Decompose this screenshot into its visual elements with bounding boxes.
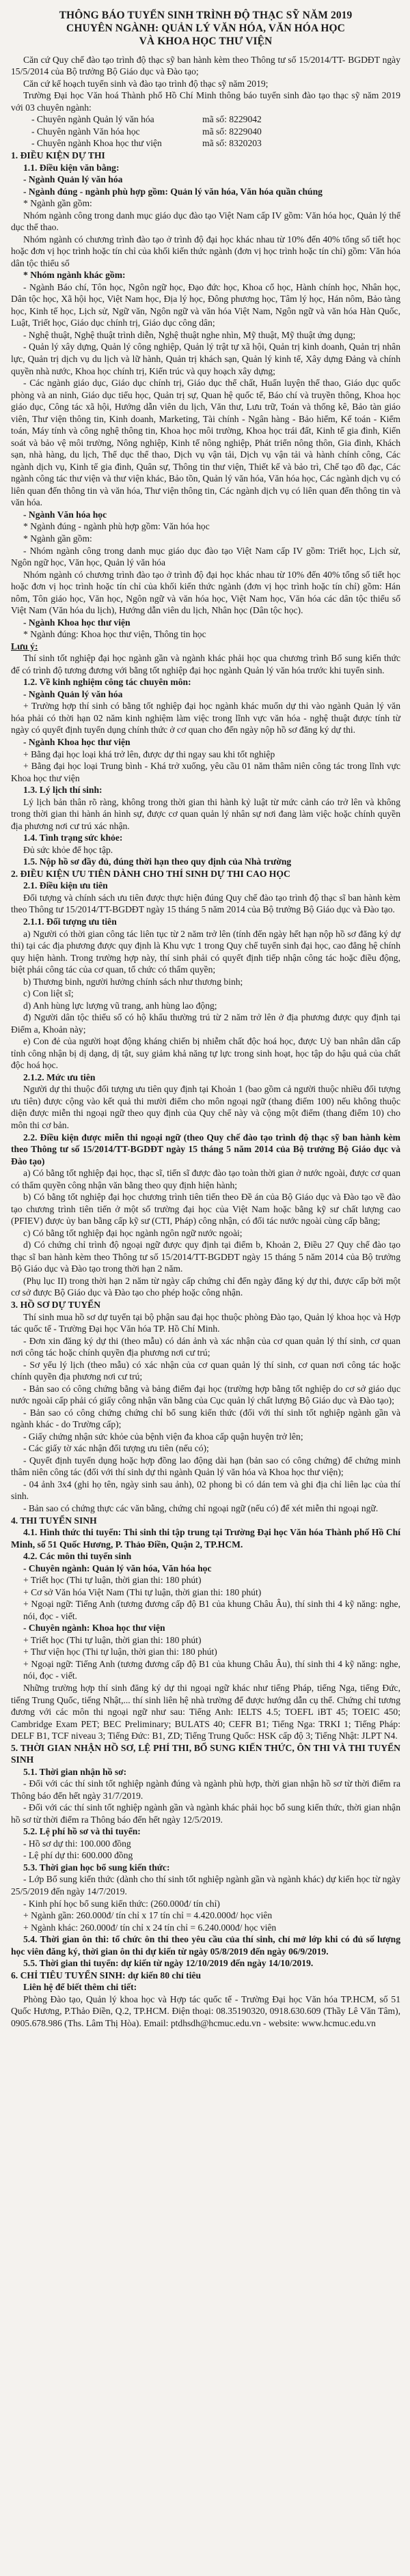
subsection-heading: - Ngành Khoa học thư viện: [23, 737, 131, 747]
paragraph: - Quản lý xây dựng, Quản lý công nghiệp, Quản lý trật tự xã hội, Quản trị kinh doanh, Quản trị nhân lực, Quản trị dịch vụ du lịch và lữ hành, Quản trị khách sạn, Quản lý kinh tế, Xây dựng Đảng và chính quyền nhà nước, Khoa học chính trị, Kiến trúc và quy hoạch xây dựng;: [11, 341, 400, 376]
paragraph: - Ngành Báo chí, Tôn học, Ngôn ngữ học, Đạo đức học, Khoa cổ học, Hành chính học, Nhân học, Dân tộc học, Xã hội học, Việt Nam học, Địa lý học, Đông phương học, Tâm lý học, Hán nôm, Bảo tàng học, Kinh tế học, Lịch sử, Ngữ văn, Ngôn ngữ và văn hóa Việt Nam, Ngôn ngữ và văn hóa Hàn Quốc, Luật, Triết học, Giáo dục chính trị, Giáo dục công dân;: [11, 281, 400, 328]
list-item: + Thư viện học (Thi tự luận, thời gian thi: 180 phút): [23, 1647, 217, 1657]
subsection-heading: - Ngành Quản lý văn hóa: [23, 688, 123, 699]
subsection-heading: - Ngành Khoa học thư viện: [23, 617, 131, 628]
list-item: + Ngoại ngữ: Tiếng Anh (tương đương cấp độ B1 của khung Châu Âu), thí sinh thi 4 kỹ năng: nghe, nói, đọc - viết.: [23, 1658, 400, 1681]
subsection-heading: 2.1. Điều kiện ưu tiên: [23, 880, 108, 891]
major-code: mã số: 8229040: [202, 126, 262, 137]
paragraph: e) Con đẻ của người hoạt động kháng chiến bị nhiễm chất độc hoá học, được Uỷ ban nhân dân cấp tỉnh công nhận bị dị dạng, dị tật, suy giảm khả năng tự lực trong sinh hoạt, học tập do hậu quả của chất độc hoá học.: [11, 1036, 400, 1071]
paragraph: * Ngành đúng - ngành phù hợp gồm: Văn hóa học: [23, 521, 210, 532]
subsection-heading: 5.1. Thời gian nhận hồ sơ:: [23, 1766, 127, 1777]
paragraph: Phòng Đào tạo, Quản lý khoa học và Hợp tác quốc tế - Trường Đại học Văn hóa TP.HCM, số 51 Quốc Hương, P.Thảo Điền, Q.2, TP.HCM. Điện thoại: 08.35190320, 0918.630.609 (Thầy Lê Văn Tâm), 0905.678.986 (Ths. Lâm Thị Hòa). Email: ptdhsdh@hcmuc.edu.vn - website: www.hcmuc.edu.vn: [11, 1993, 400, 2028]
paragraph: (Phụ lục II) trong thời hạn 2 năm từ ngày cấp chứng chỉ đến ngày đăng ký dự thi, được cấp bởi một cơ sở được Bộ Giáo dục và Đào tạo cho phép hoặc công nhận.: [11, 1275, 400, 1298]
paragraph: + Ngành khác: 260.000đ/ tín chỉ x 24 tín chỉ = 6.240.000đ/ học viên: [23, 1922, 277, 1933]
major-row: [11, 126, 400, 138]
paragraph: Đối tượng và chính sách ưu tiên được thực hiện đúng Quy chế đào tạo trình độ thạc sĩ ban hành kèm theo Thông tư 15/2014/TT-BGDĐT ngày 15 tháng 5 năm 2014 của Bộ trưởng Bộ Giáo dục và Đào tạo.: [11, 892, 400, 915]
subsection-heading: 5.3. Thời gian học bổ sung kiến thức:: [23, 1862, 170, 1873]
subsection-heading: - Ngành Văn hóa học: [23, 509, 107, 520]
paragraph: - Nghệ thuật, Nghệ thuật trình diễn, Nghệ thuật nghe nhìn, Mỹ thuật, Mỹ thuật ứng dụng;: [23, 329, 356, 340]
paragraph: Căn cứ kế hoạch tuyển sinh và đào tạo trình độ thạc sỹ năm 2019;: [23, 78, 269, 89]
subsection-heading: - Ngành đúng - ngành phù hợp gồm: Quản lý văn hóa, Văn hóa quần chúng: [23, 186, 323, 197]
major-code: mã số: 8320203: [202, 138, 262, 149]
subsection-heading: 5.2. Lệ phí hồ sơ và thi tuyển:: [23, 1826, 141, 1837]
paragraph: + Bằng đại học loại Trung bình - Khá trở xuống, yêu cầu 01 năm thâm niên công tác trong lĩnh vực Khoa học thư viện: [11, 761, 400, 783]
paragraph: - Bản sao có công chứng chứng chỉ bổ sung kiến thức (đối với thí sinh tốt nghiệp ngành gần và ngành khác - do Trường cấp);: [11, 1407, 400, 1430]
note-label: Lưu ý:: [11, 641, 38, 652]
paragraph: - Lệ phí dự thi: 600.000 đồng: [23, 1850, 133, 1861]
subsection-heading: - Ngành Quản lý văn hóa: [23, 174, 123, 185]
paragraph: - 04 ảnh 3x4 (ghi họ tên, ngày sinh sau ảnh), 02 phong bì có dán tem và ghi địa chỉ liên lạc của thí sinh.: [11, 1479, 400, 1502]
section-heading: 1. ĐIỀU KIỆN DỰ THI: [11, 150, 105, 160]
paragraph: - Giấy chứng nhận sức khỏe của bệnh viện đa khoa cấp quận huyện trở lên;: [23, 1431, 303, 1442]
paragraph: Lý lịch bản thân rõ ràng, không trong thời gian thi hành kỷ luật từ mức cảnh cáo trở lên và không trong thời gian thi hành án hình sự, được cơ quan quản lý nhân sự nơi đang làm việc hoặc chính quyền địa phương nơi cư trú xác nhận.: [11, 796, 400, 831]
major-name: - Chuyên ngành Văn hóa học: [31, 126, 140, 137]
paragraph: Căn cứ Quy chế đào tạo trình độ thạc sỹ ban hành kèm theo Thông tư số 15/2014/TT- BGDĐT ngày 15/5/2014 của Bộ trưởng Bộ Giáo dục và Đào tạo;: [11, 54, 400, 77]
subsection-heading: 1.1. Điều kiện văn bằng:: [23, 162, 120, 173]
subsection-heading: - Chuyên ngành: Quản lý văn hóa, Văn hóa học: [23, 1563, 212, 1573]
paragraph: - Đơn xin đăng ký dự thi (theo mẫu) có dán ảnh và xác nhận của cơ quan quản lý thí sinh, cơ quan nơi công tác hoặc chính quyền địa phương nơi cư trú;: [11, 1335, 400, 1358]
title-line: THÔNG BÁO TUYỂN SINH TRÌNH ĐỘ THẠC SỸ NĂM 2019: [59, 10, 353, 21]
paragraph: - Sơ yếu lý lịch (theo mẫu) có xác nhận của cơ quan quản lý thí sinh, cơ quan nơi công tác hoặc chính quyền địa phương nơi cư trú;: [11, 1359, 400, 1382]
paragraph: d) Anh hùng lực lượng vũ trang, anh hùng lao động;: [23, 1000, 217, 1011]
subsection-heading: 2.2. Điều kiện được miễn thi ngoại ngữ (theo Quy chế đào tạo trình độ thạc sỹ ban hành kèm theo Thông tư số 15/2014/TT-BGDĐT ngày 15 tháng 5 năm 2014 của Bộ trưởng Bộ Giáo dục và Đào tạo): [11, 1132, 400, 1166]
paragraph: - Nhóm ngành công trong danh mục giáo dục đào tạo Việt Nam cấp IV gồm: Triết học, Lịch sử, Ngôn ngữ học, Văn học, Quản lý văn hóa: [11, 545, 400, 568]
paragraph: a) Người có thời gian công tác liên tục từ 2 năm trở lên (tính đến ngày hết hạn nộp hồ sơ đăng ký dự thi) tại các địa phương được quy định là Khu vực 1 trong Quy chế tuyển sinh đại học, cao đẳng hệ chính quy hiện hành. Trong trường hợp này, thí sinh phải có quyết định tiếp nhận công tác hoặc điều động, biệt phái công tác của cơ quan, tổ chức có thẩm quyền;: [11, 928, 400, 975]
paragraph: - Đối với các thí sinh tốt nghiệp ngành đúng và ngành phù hợp, thời gian nhận hồ sơ từ thời điểm ra Thông báo đến hết ngày 31/7/2019.: [11, 1778, 400, 1801]
subsection-heading: 4.2. Các môn thi tuyển sinh: [23, 1551, 132, 1562]
paragraph: b) Có bằng tốt nghiệp đại học chương trình tiên tiến theo Đề án của Bộ Giáo dục và Đào tạo về đào tạo chương trình tiên tiến ở một số trường đại học của Việt Nam hoặc bằng kỹ sư chất lượng cao (PFIEV) được ủy ban bằng cấp kỹ sư (CTI, Pháp) công nhận, có đối tác nước ngoài cùng cấp bằng;: [11, 1192, 400, 1227]
paragraph: - Đối với các thí sinh tốt nghiệp ngành gần và ngành khác phải học bổ sung kiến thức, thời gian nhận hồ sơ từ thời điểm ra Thông báo đến hết ngày 12/5/2019.: [11, 1802, 400, 1825]
paragraph: Những trường hợp thí sinh đăng ký dự thi ngoại ngữ khác như tiếng Pháp, tiếng Nga, tiếng Đức, tiếng Trung Quốc, tiếng Nhật,... thí sinh liên hệ nhà trường để được hướng dẫn cụ thể. Chứng chỉ tương đương với các môn thi ngoại ngữ như sau: Tiếng Anh: IELTS 4.5; TOEFL iBT 45; TOEIC 450; Cambridge Exam PET; BEC Preliminary; BULATS 40; CEFR B1; Tiếng Nga: TRKI 1; Tiếng Pháp: DELF B1, TCF niveau 3; Tiếng Đức: B1, ZD; Tiếng Trung Quốc: HSK cấp độ 3; Tiếng Nhật: JLPT N4.: [11, 1682, 400, 1741]
paragraph: - Hồ sơ dự thi: 100.000 đồng: [23, 1838, 131, 1849]
paragraph: - Lớp Bổ sung kiến thức (dành cho thí sinh tốt nghiệp ngành gần và ngành khác) dự kiến học từ ngày 25/5/2019 đến ngày 14/7/2019.: [11, 1874, 400, 1896]
list-item: + Triết học (Thi tự luận, thời gian thi: 180 phút): [23, 1575, 202, 1586]
paragraph: - Quyết định tuyển dụng hoặc hợp đồng lao động dài hạn (bản sao có công chứng) để chứng minh thâm niên công tác (đối với thí sinh dự thi ngành Quản lý văn hóa và Khoa học thư viện);: [11, 1455, 400, 1478]
paragraph: c) Con liệt sĩ;: [23, 988, 74, 999]
section-heading: 5. THỜI GIAN NHẬN HỒ SƠ, LỆ PHÍ THI, BỔ SUNG KIẾN THỨC, ÔN THI VÀ THI TUYỂN SINH: [11, 1742, 400, 1765]
paragraph: Thí sinh mua hồ sơ dự tuyển tại bộ phận sau đại học thuộc phòng Đào tạo, Quản lý khoa học và Hợp tác quốc tế - Trường Đại học Văn hóa TP. Hồ Chí Minh.: [11, 1311, 400, 1334]
paragraph: Trường Đại học Văn hoá Thành phố Hồ Chí Minh thông báo tuyển sinh đào tạo thạc sỹ năm 2019 với 03 chuyên ngành:: [11, 90, 400, 113]
major-name: - Chuyên ngành Khoa học thư viện: [31, 138, 162, 149]
paragraph: Nhóm ngành có chương trình đào tạo ở trình độ đại học khác nhau từ 10% đến 40% tổng số tiết học hoặc đơn vị học trình hoặc tín chỉ của khối kiến thức ngành (đơn vị học trình hoặc tín chỉ) gồm: Hán nôm, Tôn giáo học, Văn học, Ngôn ngữ và văn hóa học, Việt Nam học, Văn hóa các dân tộc thiểu số Việt Nam (Văn hóa du lịch), Hướng dẫn viên du lịch, Nhân học (Dân tộc học).: [11, 569, 400, 616]
section-heading: 2. ĐIỀU KIỆN ƯU TIÊN DÀNH CHO THÍ SINH DỰ THI CAO HỌC: [11, 868, 290, 879]
paragraph: * Ngành đúng: Khoa học thư viện, Thông tin học: [23, 629, 206, 640]
major-row: [11, 137, 400, 150]
title-line: CHUYÊN NGÀNH: QUẢN LÝ VĂN HÓA, VĂN HÓA HỌC: [66, 22, 345, 34]
paragraph: + Trường hợp thí sinh có bằng tốt nghiệp đại học ngành khác muốn dự thi vào ngành Quản lý văn hóa phải có thời hạn 02 năm kinh nghiệm làm việc trong lĩnh vực văn hóa - nghệ thuật được tính từ ngày có quyết định tuyển dụng chính thức ở cơ quan cho đến ngày nộp hồ sơ đăng ký dự thi.: [11, 701, 400, 736]
paragraph: * Ngành gần gồm:: [23, 198, 92, 209]
paragraph: + Ngành gần: 260.000đ/ tín chỉ x 17 tín chỉ = 4.420.000đ/ học viên: [23, 1910, 273, 1921]
major-code: mã số: 8229042: [202, 114, 262, 125]
paragraph: đ) Người dân tộc thiểu số có hộ khẩu thường trú từ 2 năm trở lên ở địa phương được quy định tại Điểm a, Khoản này;: [11, 1012, 400, 1035]
subsection-heading: 1.5. Nộp hồ sơ đầy đủ, đúng thời hạn theo quy định của Nhà trường: [23, 856, 292, 867]
paragraph: b) Thương binh, người hưởng chính sách như thương binh;: [23, 976, 243, 987]
subsection-heading: 1.2. Về kinh nghiệm công tác chuyên môn:: [23, 677, 191, 688]
section-heading: 6. CHỈ TIÊU TUYỂN SINH: dự kiến 80 chỉ tiêu: [11, 1970, 202, 1980]
paragraph: - Các ngành giáo dục, Giáo dục chính trị, Giáo dục thể chất, Huấn luyện thể thao, Giáo dục quốc phòng và an ninh, Giáo dục tiểu học, Quản trị sự, Quan hệ quốc tế, Báo chí và truyền thông, Khoa học giáo dục, Công tác xã hội, Hướng dẫn viên du lịch, Văn thư, Lưu trữ, Toán và thống kê, Bảo tàn giáo viên, Thư viện thông tin, Kinh doanh, Marketing, Tài chính - Ngân hàng - Bảo hiểm, Kế toán - Kiểm toán, Máy tính và công nghệ thông tin, Khoa học môi trường, Khoa học trái đất, Kinh tế gia đình, Kiến soát và bảo vệ môi trường, Nông nghiệp, Kinh tế nông nghiệp, Phát triển nông thôn, Gia đình, Khách sạn, nhà hàng, du lịch, Thể dục thể thao, Dịch vụ vận tải, Dịch vụ vận tải và hành chính công, Các ngành dịch vụ, Kinh tế gia đình, Quân sự, Thông tin thư viện, Thiết kế và bảo trì, Chế tạo đồ đạc, Các ngành công tác thư viện và thư viện khác, Bảo tồn, Quản lý văn hóa, Văn hóa học, Các ngành dịch vụ có liên quan đến thông tin và văn hóa, Thư viện thông tin, Các ngành dịch vụ có liên quan đến thông tin và văn hóa.: [11, 378, 400, 508]
paragraph: Nhóm ngành có chương trình đào tạo ở trình độ đại học khác nhau từ 10% đến 40% tổng số tiết học hoặc đơn vị học trình hoặc tín chỉ của khối kiến thức ngành (đơn vị học trình hoặc tín chỉ) gồm: Văn hóa dân tộc thiểu số: [11, 234, 400, 268]
paragraph: - Bản sao có chứng thực các văn bằng, chứng chỉ ngoại ngữ (nếu có) để xét miễn thi ngoại ngữ.: [23, 1503, 379, 1513]
paragraph: c) Có bằng tốt nghiệp đại học ngành ngôn ngữ nước ngoài;: [23, 1227, 243, 1238]
paragraph: Đủ sức khỏe để học tập.: [23, 844, 113, 855]
subsection-heading: - Chuyên ngành: Khoa học thư viện: [23, 1623, 165, 1634]
paragraph: Thí sinh tốt nghiệp đại học ngành gần và ngành khác phải học qua chương trình Bổ sung kiến thức để có trình độ tương đương với bằng tốt nghiệp đại học ngành Quản lý văn hóa trước khi tuyển sinh.: [11, 653, 400, 675]
announcement-title: [11, 10, 400, 48]
paragraph: - Kinh phí học bổ sung kiến thức: (260.000đ/ tín chỉ): [23, 1898, 220, 1909]
subsection-heading: 2.1.2. Mức ưu tiên: [23, 1072, 96, 1082]
paragraph: - Bản sao có công chứng bằng và bảng điểm đại học (trường hợp bằng tốt nghiệp do cơ sở giáo dục nước ngoài cấp phải có giấy công nhận văn bằng của Cục quản lý chất lượng Bộ Giáo dục và Đào tạo);: [11, 1383, 400, 1406]
section-heading: 3. HỒ SƠ DỰ TUYỂN: [11, 1299, 101, 1310]
paragraph: + Bằng đại học loại khá trở lên, được dự thi ngay sau khi tốt nghiệp: [23, 748, 275, 759]
paragraph: Nhóm ngành công trong danh mục giáo dục đào tạo Việt Nam cấp IV gồm: Văn hóa học, Quản lý thể dục thể thao.: [11, 210, 400, 233]
subsection-heading: Liên hệ để biết thêm chi tiết:: [23, 1982, 137, 1993]
paragraph: - Các giấy tờ xác nhận đối tượng ưu tiên (nếu có);: [23, 1443, 209, 1454]
major-row: [11, 113, 400, 126]
paragraph: a) Có bằng tốt nghiệp đại học, thạc sĩ, tiến sĩ được đào tạo toàn thời gian ở nước ngoài, được cơ quan có thẩm quyền công nhận văn bằng theo quy định hiện hành;: [11, 1168, 400, 1190]
paragraph: d) Có chứng chỉ trình độ ngoại ngữ được quy định tại điểm b, Khoản 2, Điều 27 Quy chế đào tạo thạc sĩ ban hành kèm theo Thông tư số 15/2014/TT-BGDĐT ngày 15 tháng 5 năm 2014 của Bộ trưởng Bộ Giáo dục và Đào tạo trong thời hạn 2 năm.: [11, 1240, 400, 1274]
paragraph: * Ngành gần gồm:: [23, 533, 92, 544]
subsection-heading: 1.3. Lý lịch thí sinh:: [23, 785, 102, 796]
section-heading: 4. THI TUYỂN SINH: [11, 1515, 97, 1526]
title-line: VÀ KHOA HỌC THƯ VIỆN: [139, 35, 273, 47]
list-item: + Ngoại ngữ: Tiếng Anh (tương đương cấp độ B1 của khung Châu Âu), thí sinh thi 4 kỹ năng: nghe, nói, đọc - viết.: [23, 1599, 400, 1621]
subsection-heading: 4.1. Hình thức thi tuyển: Thi sinh thi tập trung tại Trường Đại học Văn hóa Thành phố Hồ Chí Minh, số 51 Quốc Hương, P. Thảo Điền, Quận 2, TP.HCM.: [11, 1527, 400, 1550]
paragraph: Người dự thi thuộc đối tượng ưu tiên quy định tại Khoản 1 (bao gồm cả người thuộc nhiều đối tượng ưu tiên) được cộng vào kết quả thi mười điểm cho môn ngoại ngữ (thang điểm 100) nếu không thuộc diện được miễn thi ngoại ngữ theo quy định của Quy chế này và cộng một điểm (thang điểm 10) cho môn thi cơ bản.: [11, 1084, 400, 1130]
major-name: - Chuyên ngành Quản lý văn hóa: [31, 114, 154, 125]
subsection-heading: 5.5. Thời gian thi tuyển: dự kiến từ ngày 12/10/2019 đến ngày 14/10/2019.: [23, 1958, 314, 1969]
list-item: + Cơ sở Văn hóa Việt Nam (Thi tự luận, thời gian thi: 180 phút): [23, 1586, 262, 1597]
subsection-heading: 2.1.1. Đối tượng ưu tiên: [23, 916, 117, 927]
subsection-heading: 5.4. Thời gian ôn thi: tổ chức ôn thi theo yêu cầu của thí sinh, chỉ mở lớp khi có đủ số lượng học viên đăng ký, thời gian ôn thi dự kiến từ ngày 05/8/2019 đến ngày 06/9/2019.: [11, 1934, 400, 1957]
subsection-heading: * Nhóm ngành khác gồm:: [23, 270, 126, 281]
subsection-heading: 1.4. Tình trạng sức khỏe:: [23, 832, 123, 843]
list-item: + Triết học (Thi tự luận, thời gian thi: 180 phút): [23, 1634, 202, 1645]
announcement-body: [11, 54, 400, 2030]
